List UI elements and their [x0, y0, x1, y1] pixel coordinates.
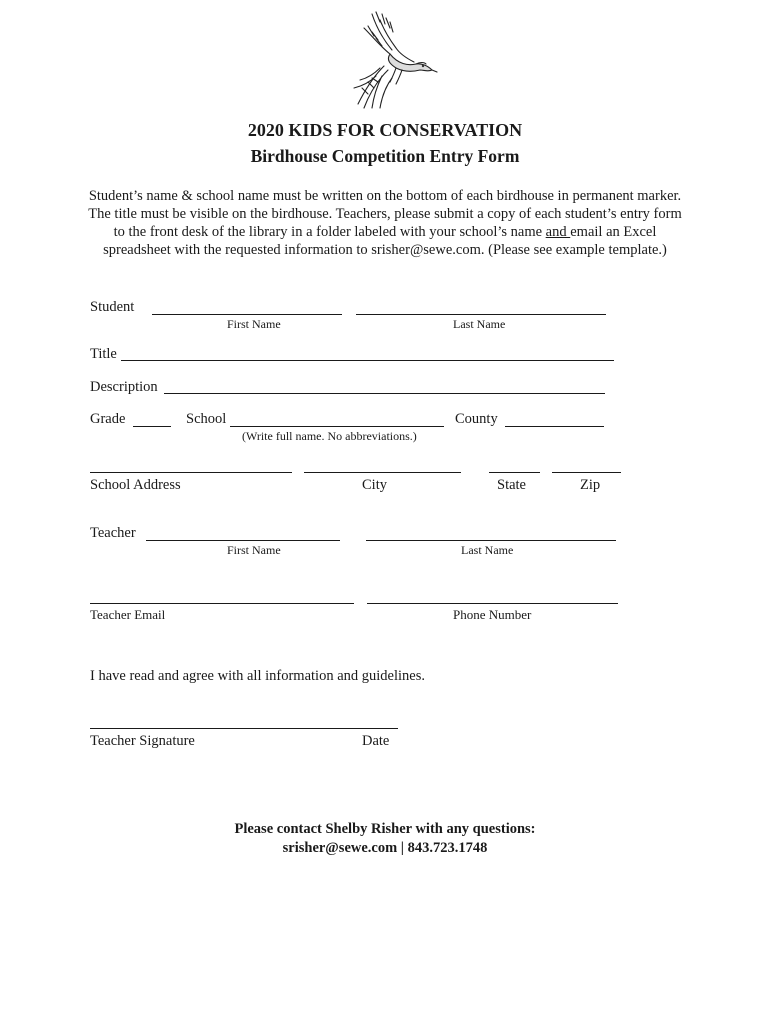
school-label: School [186, 411, 227, 427]
contact-details: srisher@sewe.com | 843.723.1748 [282, 840, 488, 856]
contact-line: Please contact Shelby Risher with any questions: [234, 821, 536, 837]
zip-label: Zip [580, 477, 601, 493]
county-label: County [455, 411, 498, 427]
instructions-paragraph [88, 187, 682, 259]
county-line[interactable] [505, 426, 604, 427]
agreement-statement: I have read and agree with all information and guidelines. [90, 668, 425, 684]
teacher-first-name-line[interactable] [146, 540, 340, 541]
description-label: Description [90, 379, 158, 395]
instructions-text-part2: email an Excel spreadsheet with the requested information to srisher@sewe.com. (Please see example template.) [103, 224, 667, 258]
grade-line[interactable] [133, 426, 171, 427]
signature-date-line[interactable] [90, 728, 398, 729]
grade-label: Grade [90, 411, 126, 427]
teacher-label: Teacher [90, 525, 136, 541]
teacher-last-name-caption: Last Name [461, 543, 514, 557]
student-first-name-caption: First Name [227, 317, 281, 331]
teacher-email-label: Teacher Email [90, 607, 166, 622]
instructions-text-part1: Student’s name & school name must be written on the bottom of each birdhouse in permanent marker. The title must be visible on the birdhouse. Teachers, please submit a copy of each student’s entry form to the front desk of the library in a folder labeled with your school’s name [88, 188, 682, 240]
form-subtitle: Birdhouse Competition Entry Form [250, 146, 520, 166]
instructions-underlined: and [545, 224, 571, 240]
state-label: State [497, 477, 526, 493]
student-label: Student [90, 299, 135, 315]
teacher-email-line[interactable] [90, 603, 354, 604]
school-line[interactable] [230, 426, 444, 427]
school-address-line[interactable] [90, 472, 292, 473]
title-label: Title [90, 346, 117, 362]
title-line[interactable] [121, 360, 614, 361]
zip-line[interactable] [552, 472, 621, 473]
form-title: 2020 KIDS FOR CONSERVATION [247, 120, 523, 140]
description-line[interactable] [164, 393, 605, 394]
phone-number-line[interactable] [367, 603, 618, 604]
teacher-first-name-caption: First Name [227, 543, 281, 557]
contact-info [0, 820, 770, 858]
student-last-name-caption: Last Name [453, 317, 506, 331]
teacher-signature-label: Teacher Signature [90, 733, 195, 749]
date-label: Date [362, 733, 390, 749]
school-name-note: (Write full name. No abbreviations.) [242, 429, 417, 443]
city-label: City [362, 477, 387, 493]
student-first-name-line[interactable] [152, 314, 342, 315]
school-address-label: School Address [90, 477, 181, 493]
student-last-name-line[interactable] [356, 314, 606, 315]
teacher-last-name-line[interactable] [366, 540, 616, 541]
city-line[interactable] [304, 472, 461, 473]
phone-number-label: Phone Number [453, 607, 532, 622]
flying-duck-icon [350, 8, 438, 110]
state-line[interactable] [489, 472, 540, 473]
